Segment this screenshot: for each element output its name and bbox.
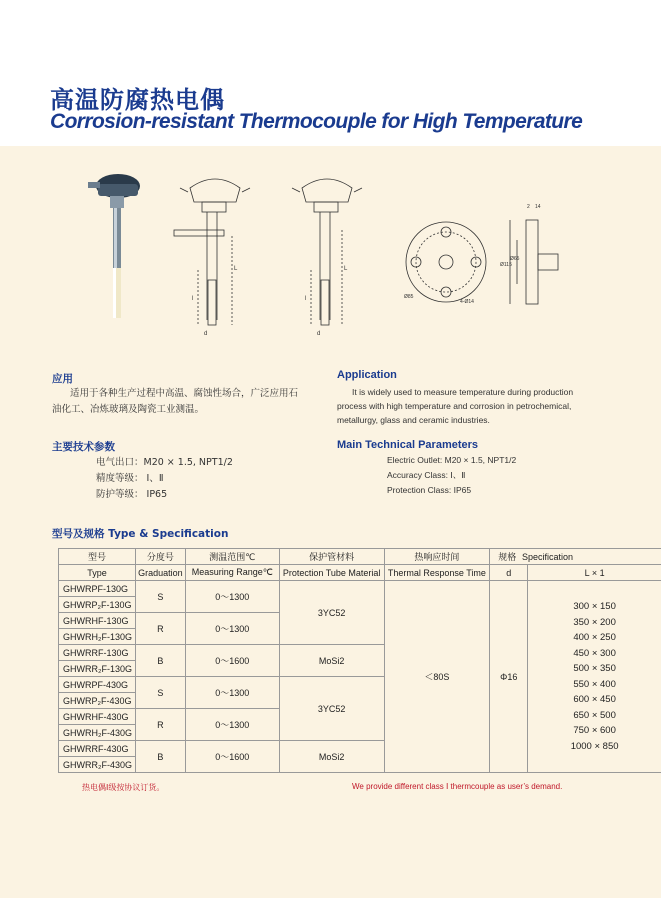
header-type-en: Type — [59, 565, 136, 581]
type-cell: GHWRH₂F-430G — [59, 725, 136, 741]
header-response-en: Thermal Response Time — [384, 565, 490, 581]
header-material-en: Protection Tube Material — [279, 565, 384, 581]
technical-heading-cn: 主要技术参数 — [52, 441, 115, 453]
flange-label-115: Ø115 — [500, 262, 512, 268]
type-cell: GHWRRF-430G — [59, 741, 136, 757]
outlet-en: Electric Outlet: M20 × 1.5, NPT1/2 — [387, 455, 517, 465]
length-item: 300 × 150 — [573, 601, 616, 612]
length-item: 1000 × 850 — [570, 740, 619, 752]
length-item: 500 × 350 — [573, 663, 616, 674]
header-lx1: L × 1 — [528, 565, 661, 581]
protection-cn: 防护等级： IP65 — [96, 489, 168, 500]
length-item: 750 × 600 — [573, 725, 616, 736]
page-title-cn: 高温防腐热电偶 — [50, 86, 225, 114]
material-cell: 3YC52 — [279, 677, 384, 741]
type-cell: GHWRP₂F-430G — [59, 693, 136, 709]
flange-label-85: Ø85 — [404, 294, 414, 300]
range-cell: 0～1300 — [185, 613, 279, 645]
dim-label-d1: d — [204, 331, 208, 337]
length-item: 650 × 500 — [573, 709, 616, 721]
application-heading-en: Application — [337, 369, 397, 381]
thermocouple-photo — [88, 174, 140, 318]
d-cell: Φ16 — [490, 581, 528, 773]
protection-en: Protection Class: IP65 — [387, 485, 472, 495]
grad-cell: R — [135, 709, 185, 741]
header-range-cn: 测温范围℃ — [185, 549, 279, 565]
page-title-en: Corrosion-resistant Thermocouple for High Temperature — [50, 110, 583, 133]
type-cell: GHWRR₂F-130G — [59, 661, 136, 677]
dim-label-l2: l — [305, 296, 307, 302]
application-text-cn-line1: 适用于各种生产过程中高温、腐蚀性场合，广泛应用石 — [70, 388, 299, 399]
material-cell: MoSi2 — [279, 741, 384, 773]
dim-label-L2: L — [344, 266, 348, 272]
grad-cell: B — [135, 645, 185, 677]
lengths-cell — [528, 581, 661, 773]
flange-label-14: 14 — [535, 204, 541, 210]
header-grad-cn: 分度号 — [135, 549, 185, 565]
technical-heading-en: Main Technical Parameters — [337, 439, 479, 451]
grad-cell: B — [135, 741, 185, 773]
spec-heading: 型号及规格 Type & Specification — [52, 528, 229, 540]
grad-cell: R — [135, 613, 185, 645]
application-text-en-line3: metallurgy, glass and ceramic industries. — [337, 415, 490, 425]
dim-label-L1: L — [234, 266, 238, 272]
range-cell: 0～1300 — [185, 677, 279, 709]
type-cell: GHWRHF-430G — [59, 709, 136, 725]
flange-front-view — [406, 222, 486, 302]
length-item: 450 × 300 — [573, 647, 616, 659]
grad-cell: S — [135, 581, 185, 613]
accuracy-en: Accuracy Class: Ⅰ、Ⅱ — [387, 470, 466, 480]
range-cell: 0～1300 — [185, 581, 279, 613]
header-grad-en: Graduation — [135, 565, 185, 581]
application-text-en-line1: It is widely used to measure temperature during production — [352, 387, 574, 397]
type-cell: GHWRPF-430G — [59, 677, 136, 693]
flange-label-4-14: 4-Ø14 — [460, 299, 474, 305]
length-item: 600 × 450 — [573, 694, 616, 705]
length-item: 400 × 250 — [573, 632, 616, 643]
flange-label-65: Ø65 — [510, 256, 520, 262]
dim-label-l1: l — [192, 296, 194, 302]
accuracy-cn: 精度等级： Ⅰ、Ⅱ — [96, 473, 164, 484]
type-cell: GHWRRF-130G — [59, 645, 136, 661]
type-cell: GHWRP₂F-130G — [59, 597, 136, 613]
response-cell: ＜80S — [384, 581, 490, 773]
type-cell: GHWRR₂F-430G — [59, 757, 136, 773]
type-cell: GHWRHF-130G — [59, 613, 136, 629]
grad-cell: S — [135, 677, 185, 709]
type-cell: GHWRH₂F-130G — [59, 629, 136, 645]
header-spec-cn: 规格 — [498, 553, 517, 563]
range-cell: 0～1600 — [185, 741, 279, 773]
dim-label-d2: d — [317, 331, 321, 337]
flange-thermocouple-drawing — [174, 179, 250, 325]
material-cell: MoSi2 — [279, 645, 384, 677]
flange-side-view — [510, 220, 558, 304]
product-drawings — [80, 170, 600, 345]
header-response-cn: 热响应时间 — [384, 549, 490, 565]
footnote-en: We provide different class Ⅰ thermcouple as user’s demand. — [352, 782, 563, 791]
length-item: 350 × 200 — [573, 616, 616, 628]
straight-thermocouple-drawing — [292, 179, 362, 325]
header-d: d — [490, 565, 528, 581]
header-spec-en: Specification — [522, 552, 574, 562]
header-material-cn: 保护管材料 — [279, 549, 384, 565]
application-text-cn-line2: 油化工、冶炼玻璃及陶瓷工业测温。 — [52, 404, 205, 415]
spec-table — [58, 548, 661, 773]
flange-label-2: 2 — [527, 204, 530, 210]
application-heading-cn: 应用 — [52, 373, 73, 385]
material-cell: 3YC52 — [279, 581, 384, 645]
outlet-cn: 电气出口：M20 × 1.5, NPT1/2 — [96, 457, 233, 468]
range-cell: 0～1300 — [185, 709, 279, 741]
header-range-en: Measuring Range℃ — [185, 565, 279, 581]
length-item: 550 × 400 — [573, 678, 616, 690]
header-spec — [490, 549, 661, 565]
footnote-cn: 热电偶Ⅰ级按协议订货。 — [82, 783, 165, 792]
type-cell: GHWRPF-130G — [59, 581, 136, 597]
header-type-cn: 型号 — [59, 549, 136, 565]
range-cell: 0～1600 — [185, 645, 279, 677]
application-text-en-line2: process with high temperature and corrosion in petrochemical, — [337, 401, 572, 411]
